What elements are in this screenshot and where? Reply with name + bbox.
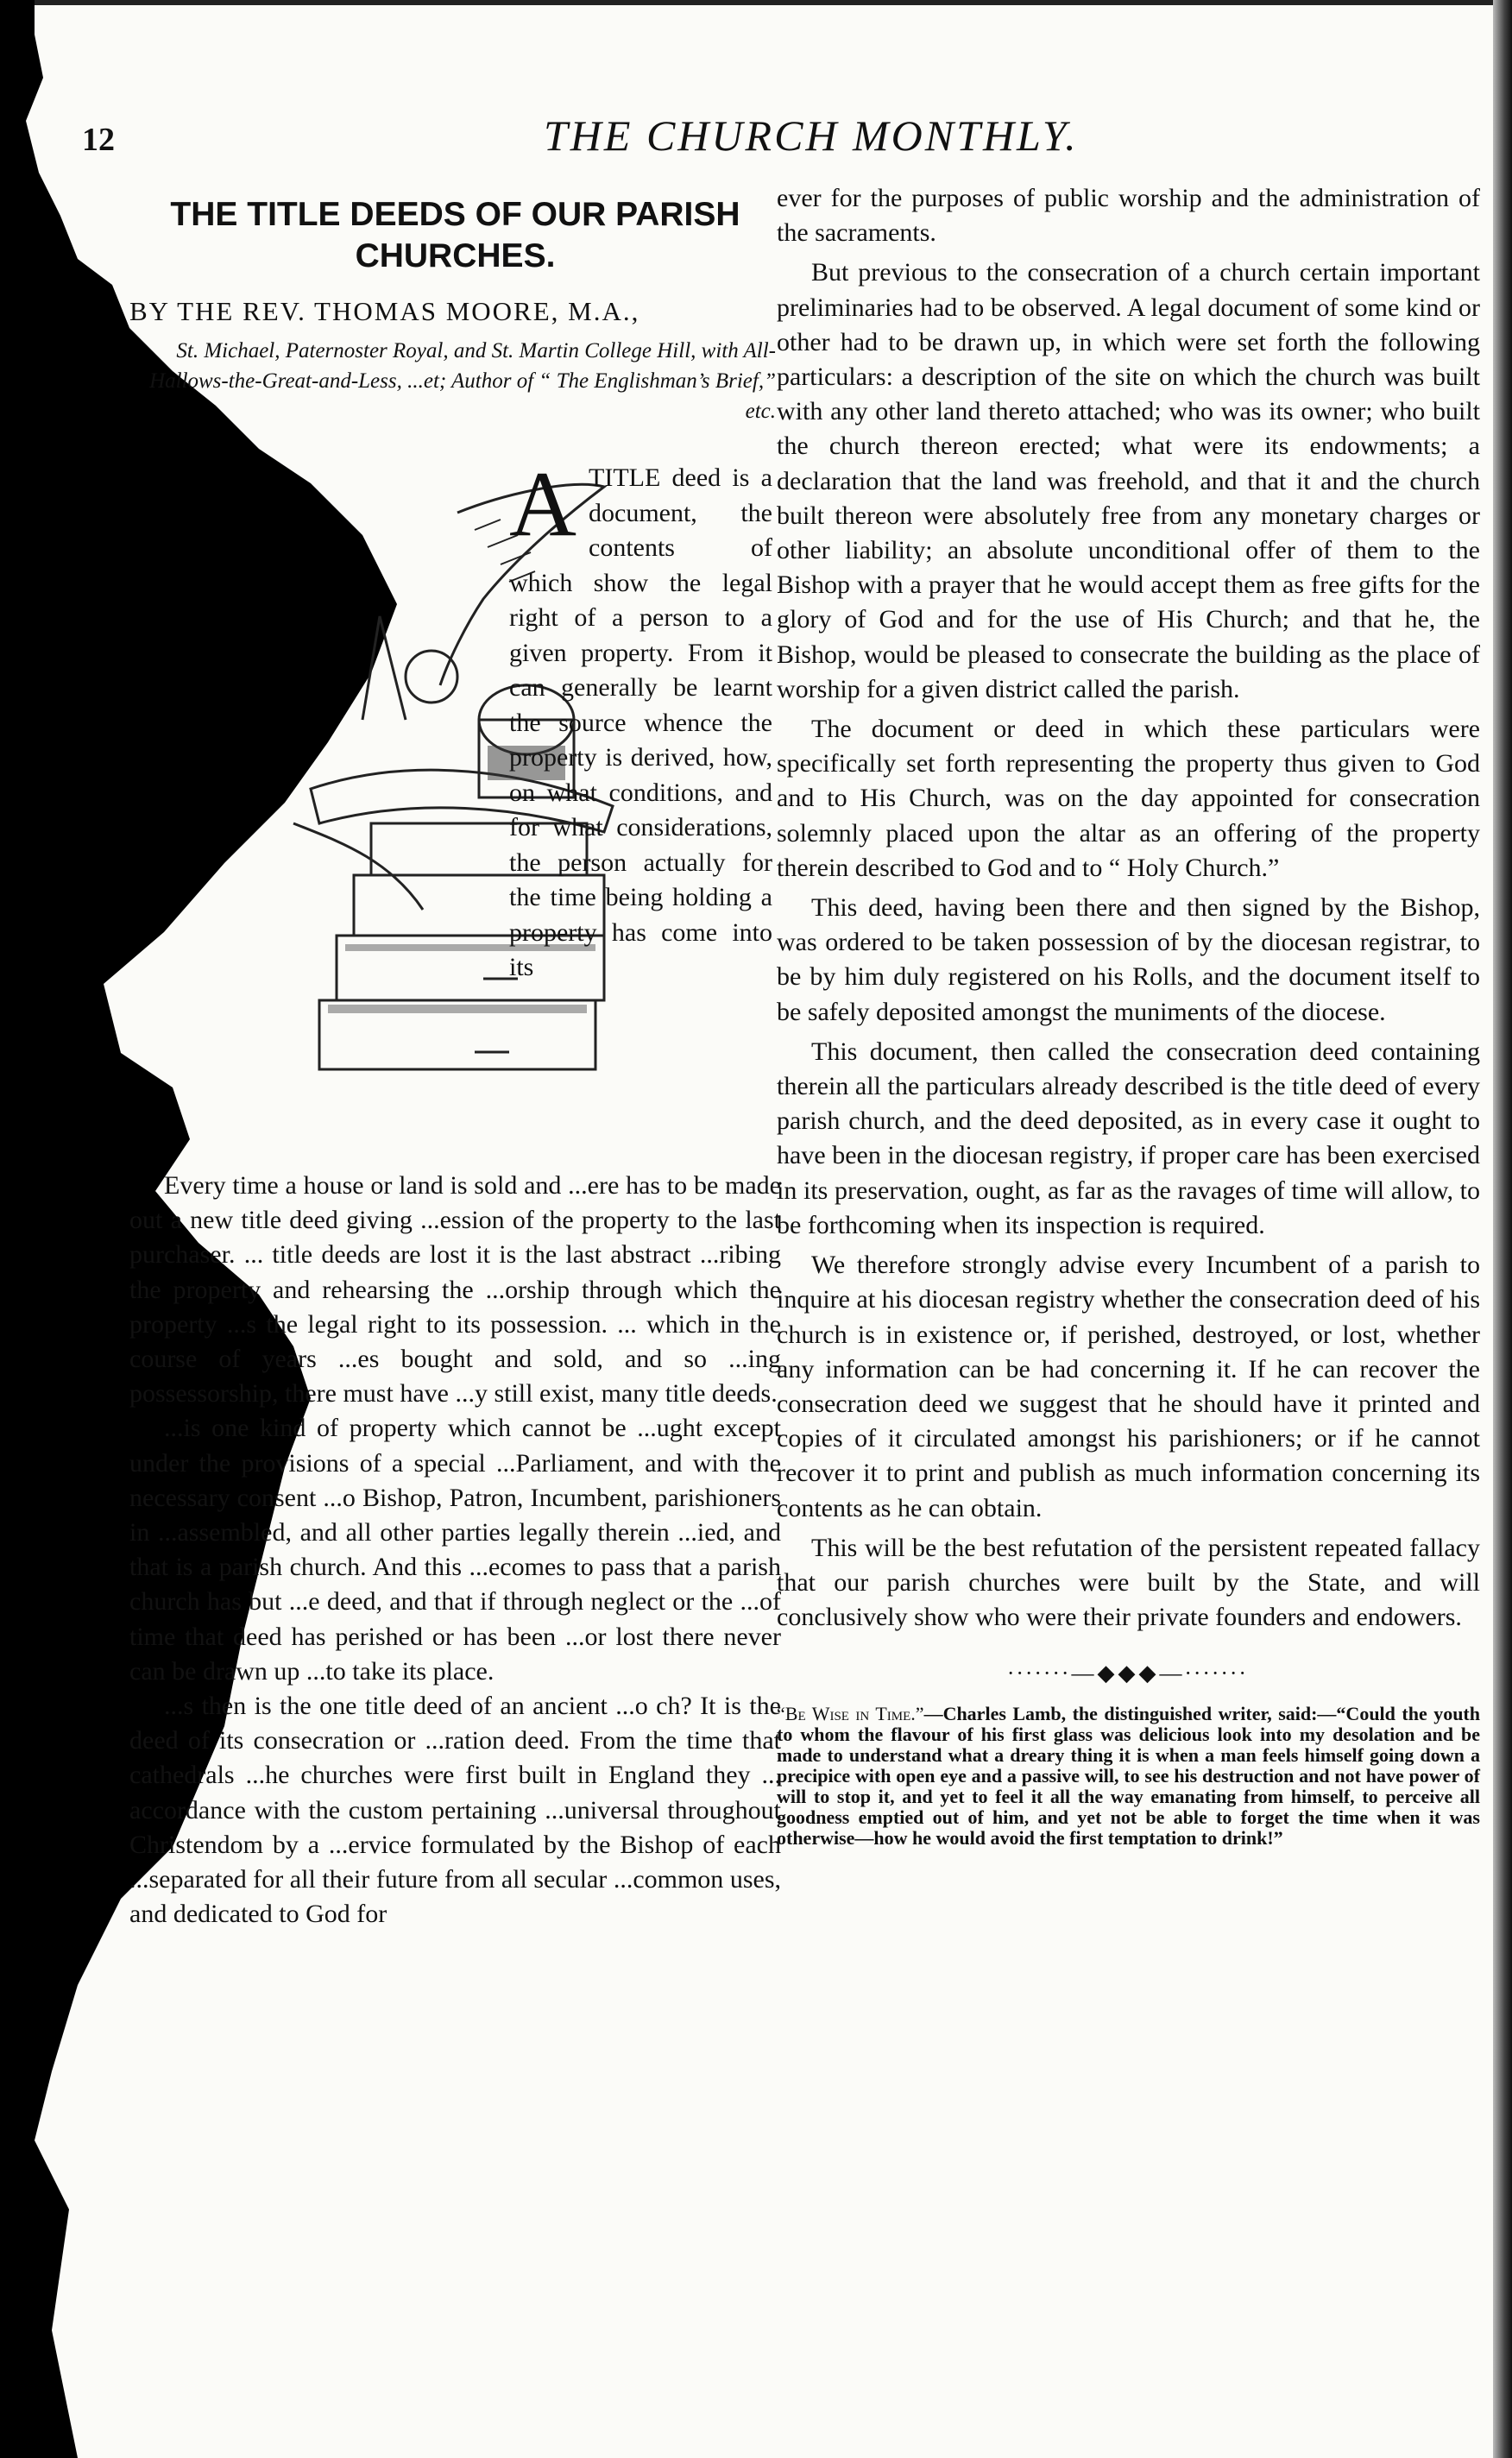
paragraph: The document or deed in which these particulars were specifically set forth representing the property thus given to God and to His Church, was on the day appointed for consecration solemnly placed upon the altar as an offering of the property therein described to God and to “ Holy Church.” xyxy=(777,715,1480,882)
intro-text: TITLE deed is a document, the contents of which show the legal right of a person to a given property. From it can generally be learnt the source whence the property is derived, how, on what conditions, and for what considerations, the person actually for the time being holding a property has come into its xyxy=(509,463,772,981)
paragraph: We therefore strongly advise every Incumbent of a parish to inquire at his diocesan registry whether the consecration deed of his church is in existence or, if perished, destroyed, or lost, whether any information can be had concerning it. If he can recover the consecration deed we suggest that he should have it printed and copies of it circulated amongst his parishioners; or if he cannot recover it to print and publish as much information concerning its contents as he can obtain. xyxy=(777,1251,1480,1522)
paragraph: ...s then is the one title deed of an ancient ...o ch? It is the deed of its consecration or ...ration deed. From the time that cathedrals ...he churches were first built in England they ... accordance with the custom pertaining ...universal throughout Christendom by a ...ervice formulated by the Bishop of each ...separated for all their future from all secular ...common uses, and dedicated to God for xyxy=(129,1692,781,1929)
paragraph: But previous to the consecration of a church certain important preliminaries had to be observed. A legal document of some kind or other had to be drawn up, in which were set forth the following particulars: a description of the site on which the church was built with any other land thereto attached; who was its owner; who built the church thereon erected; what were its endowments; a declaration that the land was freehold, and that it and the church built thereon were absolutely free from any monetary charges or other liability; an absolute unconditional offer of them to the Bishop with a prayer that he would accept them as free gifts for the glory of God and for the use of His Church; and that he, the Bishop, would be pleased to consecrate the building as the place of worship for a given district called the parish. xyxy=(777,258,1480,703)
paragraph: Every time a house or land is sold and ...ere has to be made out a new title deed giving ...ession of the property to the last purchaser. ... title deeds are lost it is the last abstract ...ribing the property and rehearsing the ...orship through which the property ...s the legal right to its possession. ... which in the course of years ...es bought and sold, and so ...ing possessorship, there must have ...y still exist, many title deeds. xyxy=(129,1171,781,1409)
paragraph: This will be the best refutation of the persistent repeated fallacy that our parish churches were built by the State, and will conclusively show who were their private founders and endowers. xyxy=(777,1533,1480,1632)
top-rule xyxy=(35,0,1512,5)
footnote-body: —Charles Lamb, the distinguished writer, said:—“Could the youth to whom the flavour of his first glass was delicious look into my desolation and be made to understand what a dreary thing it is when a man feels himself going down a precipice with open eye and a passive will, to see his destruction and not have power of will to stop it, and yet to feel it all the way emanating from himself, to perceive all goodness emptied out of him, and yet not be able to forget the time when it was otherwise—how he would avoid the first temptation to drink!” xyxy=(777,1703,1480,1850)
paragraph: This deed, having been there and then signed by the Bishop, was ordered to be taken possession of by the diocesan registrar, to be by him duly registered on his Rolls, and the document itself to be safely deposited amongst the muniments of the diocese. xyxy=(777,893,1480,1026)
running-head: THE CHURCH MONTHLY. xyxy=(544,111,1079,160)
paragraph: ...is one kind of property which cannot be ...ught except under the provisions of a special ...Parliament, and with the necessary consent ...o Bishop, Patron, Incumbent, parishioners in ...assembled, and all other parties legally therein ...ied, and that is a parish church. And this ...ecomes to pass that a parish church has but ...e deed, and that if through neglect or the ...of time that deed has perished or has been ...or lost there never can be drawn up ...to take its place. xyxy=(129,1414,781,1686)
paragraph: ever for the purposes of public worship and the administration of the sacraments. xyxy=(777,184,1480,248)
byline: BY THE REV. THOMAS MOORE, M.A., xyxy=(129,296,640,326)
author-affiliation: St. Michael, Paternoster Royal, and St. Martin College Hill, with All-Hallows-the-Great-and-Less, ...et; Author of “ The Englishman’s Brief,” etc. xyxy=(149,339,776,423)
footnote xyxy=(777,1704,1480,1849)
section-ornament: ∙∙∙∙∙∙∙—◆◆◆—∙∙∙∙∙∙∙ xyxy=(1008,1661,1249,1686)
footnote-lead: “Be Wise in Time.” xyxy=(777,1703,924,1725)
page-number: 12 xyxy=(82,122,115,158)
right-body xyxy=(777,181,1480,1635)
drop-cap: A xyxy=(509,453,576,556)
intro-paragraph xyxy=(509,453,772,986)
right-column xyxy=(777,181,1480,1849)
binding-edge xyxy=(1493,0,1512,2458)
left-body xyxy=(129,1169,781,1932)
article-title: THE TITLE DEEDS OF OUR PARISH CHURCHES. xyxy=(170,196,740,274)
paragraph: This document, then called the consecration deed containing therein all the particulars already described is the title deed of every parish church, and the deed deposited, as in every case it ought to have been in the diocesan registry, if proper care has been exercised in its preservation, ought, as far as the ravages of time will allow, to be forthcoming when its inspection is required. xyxy=(777,1037,1480,1239)
intro-block xyxy=(129,453,781,1169)
left-column xyxy=(129,194,781,1932)
